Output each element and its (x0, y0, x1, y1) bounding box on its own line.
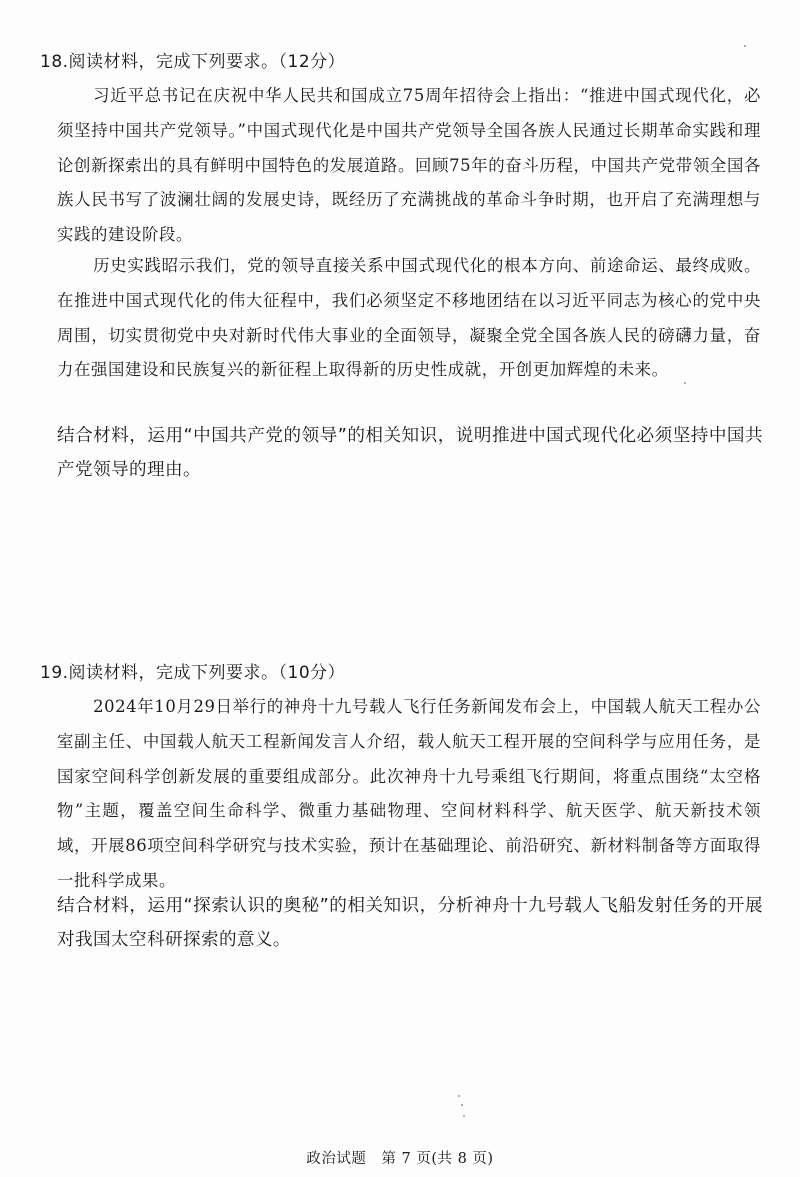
question-18-material-paragraph-1: 习近平总书记在庆祝中华人民共和国成立75周年招待会上指出：“推进中国式现代化，必须坚持中国共产党领导。”中国式现代化是中国共产党领导全国各族人民通过长期革命实践和理论创新探索出的具有鲜明中国特色的发展道路。回顾75年的奋斗历程，中国共产党带领全国各族人民书写了波澜壮阔的发展史诗，既经历了充满挑战的革命斗争时期，也开启了充满理想与实践的建设阶段。 (57, 86, 761, 245)
scan-speck (744, 45, 746, 47)
question-18-heading: 18.阅读材料，完成下列要求。（12分） (40, 52, 346, 72)
scan-speck (461, 1104, 463, 1106)
question-19-heading: 19.阅读材料，完成下列要求。（10分） (40, 663, 346, 683)
scan-speck (684, 382, 686, 384)
question-18-task: 结合材料，运用“中国共产党的领导”的相关知识，说明推进中国式现代化必须坚持中国共产党领导的理由。 (57, 426, 763, 480)
question-18-material-paragraph-2: 历史实践昭示我们，党的领导直接关系中国式现代化的根本方向、前途命运、最终成败。在推进中国式现代化的伟大征程中，我们必须坚定不移地团结在以习近平同志为核心的党中央周围，切实贯彻党中央对新时代伟大事业的全面领导，凝聚全党全国各族人民的磅礴力量，奋力在强国建设和民族复兴的新征程上取得新的历史性成就，开创更加辉煌的未来。 (57, 256, 761, 380)
question-19-material-paragraph-1: 2024年10月29日举行的神舟十九号载人飞行任务新闻发布会上，中国载人航天工程办公室副主任、中国载人航天工程新闻发言人介绍，载人航天工程开展的空间科学与应用任务，是国家空间科学创新发展的重要组成部分。此次神舟十九号乘组飞行期间，将重点围绕“太空格物”主题，覆盖空间生命科学、微重力基础物理、空间材料科学、航天医学、航天新技术领域，开展86项空间科学研究与技术实验，预计在基础理论、前沿研究、新材料制备等方面取得一批科学成果。 (57, 697, 761, 890)
scan-speck (463, 1115, 465, 1117)
scan-speck (458, 1095, 460, 1097)
question-19-task: 结合材料，运用“探索认识的奥秘”的相关知识，分析神舟十九号载人飞船发射任务的开展对我国太空科研探索的意义。 (57, 896, 763, 950)
page-footer: 政治试题 第 7 页(共 8 页) (306, 1151, 494, 1167)
